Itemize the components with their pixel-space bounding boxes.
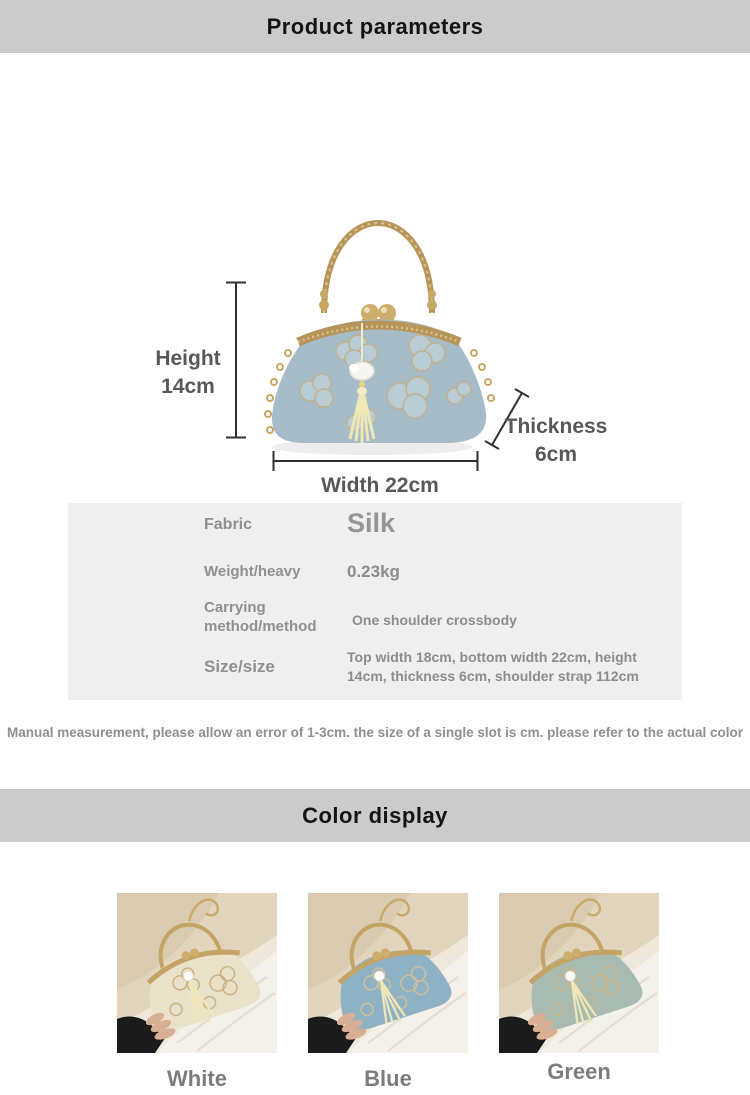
spec-label-size: Size/size [204,657,275,676]
bag-body [272,320,486,444]
color-photo-blue-image [308,893,468,1053]
spec-table [68,503,682,700]
measurement-diagram [0,53,750,503]
color-display-header [0,789,750,842]
spec-label-fabric: Fabric [204,516,253,533]
width-label: Width 22cm [321,474,439,497]
color-label-blue: Blue [364,1066,412,1091]
width-dimension-line [272,450,479,472]
spec-value-size: Top width 18cm, bottom width 22cm, height 14cm, thickness 6cm, shoulder strap 112cm [347,649,639,684]
color-photo-green [499,893,659,1053]
color-photo-white-image [117,893,277,1053]
height-dimension-line [225,281,247,439]
spec-label-carrying: Carrying method/method [204,599,317,635]
height-label: Height 14cm [155,347,221,399]
color-photo-white [117,893,277,1053]
spec-value-weight: 0.23kg [347,562,400,581]
spec-value-carrying: One shoulder crossbody [352,612,517,628]
spec-label-weight: Weight/heavy [204,563,301,580]
spec-value-fabric: Silk [347,508,396,538]
measurement-note: Manual measurement, please allow an error of 1-3cm. the size of a single slot is cm. please refer to the actual color [7,725,743,740]
color-label-green: Green [547,1059,611,1084]
color-photo-blue [308,893,468,1053]
color-photo-green-image [499,893,659,1053]
product-parameters-title: Product parameters [266,13,484,39]
product-photo-bag [250,201,510,463]
color-display-title: Color display [302,802,448,828]
thickness-label: Thickness 6cm [504,415,608,467]
color-label-white: White [167,1066,227,1091]
bag-handle [319,223,437,313]
product-parameters-header [0,0,750,53]
